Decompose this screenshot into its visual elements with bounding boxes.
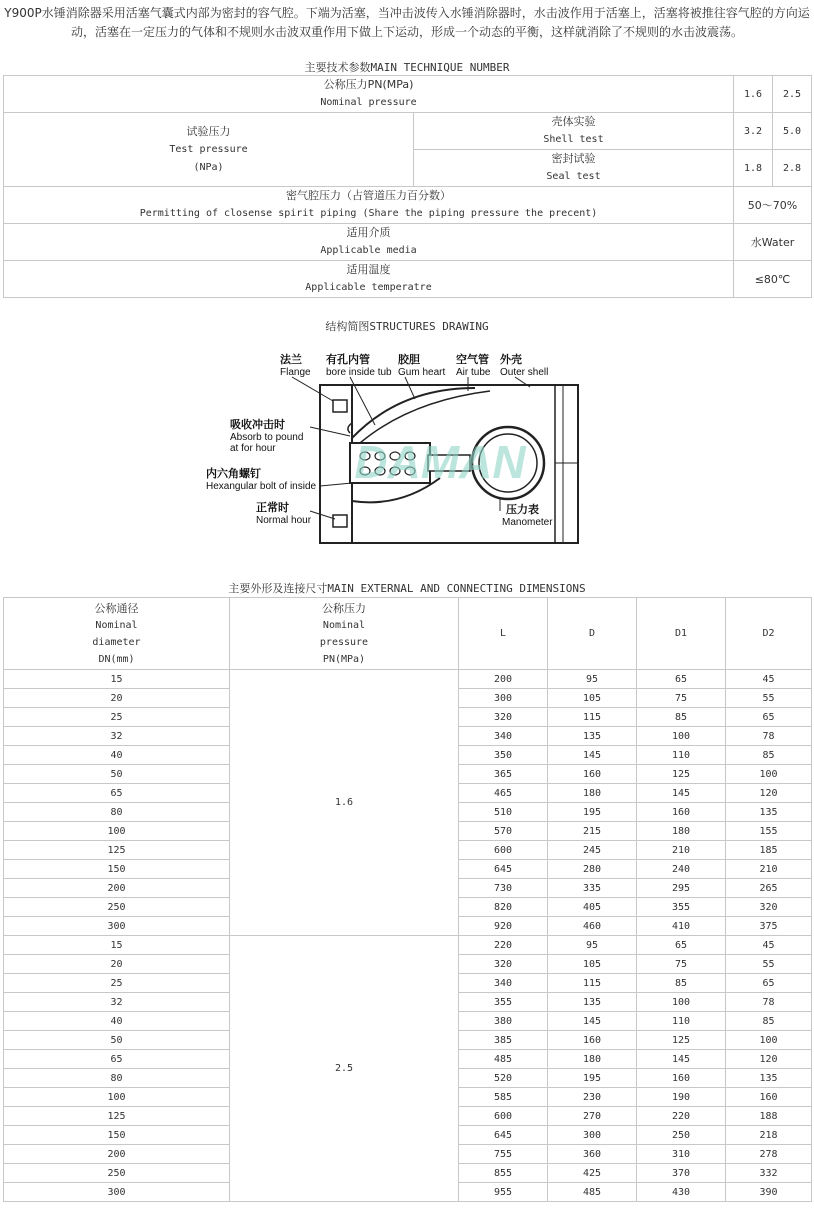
cell-d1: 85 [637, 974, 726, 993]
watermark-logo: DAMAN [354, 436, 526, 488]
header-l: L [459, 598, 548, 670]
cell-d: 95 [548, 670, 637, 689]
cell-d: 145 [548, 1012, 637, 1031]
cell-dn: 150 [4, 860, 230, 879]
cell-d: 145 [548, 746, 637, 765]
media-label: 适用介质 Applicable media [4, 224, 734, 261]
dims-table [3, 597, 812, 1202]
cell-l: 200 [459, 670, 548, 689]
cell-d2: 155 [726, 822, 812, 841]
cell-d: 180 [548, 1050, 637, 1069]
cell-dn: 20 [4, 955, 230, 974]
cell-l: 755 [459, 1145, 548, 1164]
flange-label-en: Flange [280, 367, 311, 378]
cell-dn: 20 [4, 689, 230, 708]
tech-row-airchamber [4, 187, 812, 224]
cell-d: 270 [548, 1107, 637, 1126]
nominal-label: 公称压力PN(MPa) Nominal pressure [4, 76, 734, 113]
cell-d: 195 [548, 803, 637, 822]
nominal-value-2: 2.5 [773, 76, 812, 113]
test-pressure-label: 试验压力 Test pressure (NPa) [4, 113, 414, 187]
cell-dn: 300 [4, 1183, 230, 1202]
cell-l: 645 [459, 1126, 548, 1145]
cell-l: 510 [459, 803, 548, 822]
cell-dn: 50 [4, 1031, 230, 1050]
cell-d: 460 [548, 917, 637, 936]
cell-l: 355 [459, 993, 548, 1012]
cell-dn: 32 [4, 993, 230, 1012]
cell-d2: 278 [726, 1145, 812, 1164]
cell-d1: 250 [637, 1126, 726, 1145]
cell-dn: 250 [4, 1164, 230, 1183]
cell-d1: 100 [637, 727, 726, 746]
hex-label-en: Hexangular bolt of inside [206, 481, 317, 492]
cell-l: 920 [459, 917, 548, 936]
cell-d: 160 [548, 1031, 637, 1050]
dims-caption: 主要外形及连接尺寸MAIN EXTERNAL AND CONNECTING DIMENSIONS [228, 582, 586, 595]
cell-d: 245 [548, 841, 637, 860]
cell-d1: 65 [637, 936, 726, 955]
cell-d2: 45 [726, 936, 812, 955]
cell-d: 135 [548, 727, 637, 746]
header-pn: 公称压力 Nominal pressure PN(MPa) [230, 598, 459, 670]
cell-dn: 300 [4, 917, 230, 936]
structure-drawing [200, 343, 600, 548]
cell-d2: 332 [726, 1164, 812, 1183]
airchamber-label: 密气腔压力（占管道压力百分数） Permitting of closense spirit piping (Share the piping pressure the precent) [4, 187, 734, 224]
cell-d: 215 [548, 822, 637, 841]
cell-d: 160 [548, 765, 637, 784]
cell-l: 955 [459, 1183, 548, 1202]
cell-dn: 200 [4, 879, 230, 898]
mano-label-en: Manometer [502, 517, 553, 528]
tech-row-nominal [4, 76, 812, 113]
cell-d: 195 [548, 1069, 637, 1088]
cell-d2: 120 [726, 784, 812, 803]
cell-l: 380 [459, 1012, 548, 1031]
cell-d1: 220 [637, 1107, 726, 1126]
flange-bolt-top [333, 400, 347, 412]
table-row [4, 936, 812, 955]
cell-d2: 188 [726, 1107, 812, 1126]
cell-d1: 240 [637, 860, 726, 879]
cell-d2: 65 [726, 974, 812, 993]
nominal-value-1: 1.6 [734, 76, 773, 113]
cell-d1: 160 [637, 1069, 726, 1088]
cell-d2: 185 [726, 841, 812, 860]
cell-dn: 15 [4, 936, 230, 955]
cell-l: 585 [459, 1088, 548, 1107]
cell-dn: 25 [4, 974, 230, 993]
cell-dn: 65 [4, 784, 230, 803]
cell-d2: 100 [726, 765, 812, 784]
cell-d2: 210 [726, 860, 812, 879]
cell-d1: 355 [637, 898, 726, 917]
cell-d1: 125 [637, 765, 726, 784]
cell-d1: 370 [637, 1164, 726, 1183]
cell-l: 485 [459, 1050, 548, 1069]
cell-l: 340 [459, 974, 548, 993]
pn-group-cell: 1.6 [230, 670, 459, 936]
cell-dn: 150 [4, 1126, 230, 1145]
cell-d2: 55 [726, 955, 812, 974]
cell-d1: 160 [637, 803, 726, 822]
cell-d2: 160 [726, 1088, 812, 1107]
table-row [4, 670, 812, 689]
normal-label-en: Normal hour [256, 515, 312, 526]
cell-d2: 135 [726, 803, 812, 822]
tech-row-temp [4, 261, 812, 298]
air-label-zh: 空气管 [456, 353, 489, 366]
cell-d1: 190 [637, 1088, 726, 1107]
pn-group-cell: 2.5 [230, 936, 459, 1202]
cell-d2: 320 [726, 898, 812, 917]
absorb-label-en2: at for hour [230, 443, 276, 454]
bore-label-en: bore inside tub [326, 367, 392, 378]
cell-d2: 55 [726, 689, 812, 708]
cell-d: 180 [548, 784, 637, 803]
cell-d2: 45 [726, 670, 812, 689]
cell-dn: 100 [4, 822, 230, 841]
cell-dn: 40 [4, 746, 230, 765]
intro-line-2: 动，活塞在一定压力的气体和不规则水击波双重作用下做上下运动，形成一个动态的平衡，这样就消除了不规则的水击波震荡。 [70, 25, 743, 39]
cell-l: 385 [459, 1031, 548, 1050]
intro-line-1: Y900P水锤消除器采用活塞气囊式内部为密封的容气腔。下端为活塞，当冲击波传入水锤消除器时，水击波作用于活塞上，活塞将被推往容气腔的方向运 [4, 6, 810, 20]
outer-label-en: Outer shell [500, 367, 549, 378]
cell-l: 220 [459, 936, 548, 955]
cell-dn: 80 [4, 1069, 230, 1088]
cell-d2: 120 [726, 1050, 812, 1069]
shell-value-1: 3.2 [734, 113, 773, 150]
cell-dn: 125 [4, 1107, 230, 1126]
cell-d2: 85 [726, 1012, 812, 1031]
cell-l: 340 [459, 727, 548, 746]
absorb-label-en1: Absorb to pound [230, 432, 304, 443]
drawing-caption: 结构简图STRUCTURES DRAWING [325, 320, 489, 333]
cell-d: 485 [548, 1183, 637, 1202]
cell-dn: 125 [4, 841, 230, 860]
temp-value: ≤80℃ [734, 261, 812, 298]
mano-label-zh: 压力表 [506, 503, 539, 516]
cell-l: 300 [459, 689, 548, 708]
seal-value-1: 1.8 [734, 150, 773, 187]
cell-l: 465 [459, 784, 548, 803]
cell-dn: 100 [4, 1088, 230, 1107]
cell-dn: 250 [4, 898, 230, 917]
tech-table [3, 75, 812, 298]
cell-d2: 375 [726, 917, 812, 936]
cell-d: 360 [548, 1145, 637, 1164]
dims-header-row [4, 598, 812, 670]
gum-label-en: Gum heart [398, 367, 446, 378]
cell-dn: 65 [4, 1050, 230, 1069]
cell-d2: 135 [726, 1069, 812, 1088]
cell-l: 320 [459, 955, 548, 974]
tech-row-media [4, 224, 812, 261]
media-value: 水Water [734, 224, 812, 261]
flange-bolt-bottom [333, 515, 347, 527]
intro-text [0, 4, 814, 42]
header-d2: D2 [726, 598, 812, 670]
cell-d2: 85 [726, 746, 812, 765]
outer-label-zh: 外壳 [500, 353, 522, 366]
cell-d1: 75 [637, 955, 726, 974]
cell-d1: 125 [637, 1031, 726, 1050]
tech-caption: 主要技术参数MAIN TECHNIQUE NUMBER [304, 61, 510, 74]
absorb-label-zh: 吸收冲击时 [230, 418, 285, 431]
cell-d: 335 [548, 879, 637, 898]
shell-test-label: 壳体实验 Shell test [414, 113, 734, 150]
cell-d: 280 [548, 860, 637, 879]
temp-label: 适用温度 Applicable temperatre [4, 261, 734, 298]
flange-label-zh: 法兰 [280, 353, 302, 366]
cell-d: 105 [548, 955, 637, 974]
hex-label-zh: 内六角螺钉 [206, 467, 261, 480]
cell-d1: 100 [637, 993, 726, 1012]
cell-d2: 218 [726, 1126, 812, 1145]
cell-l: 645 [459, 860, 548, 879]
cell-dn: 40 [4, 1012, 230, 1031]
gum-label-zh: 胶胆 [398, 353, 420, 366]
cell-d1: 430 [637, 1183, 726, 1202]
cell-d1: 410 [637, 917, 726, 936]
cell-d1: 180 [637, 822, 726, 841]
cell-l: 520 [459, 1069, 548, 1088]
cell-d1: 65 [637, 670, 726, 689]
cell-dn: 80 [4, 803, 230, 822]
cell-l: 600 [459, 841, 548, 860]
cell-d1: 110 [637, 746, 726, 765]
air-label-en: Air tube [456, 367, 491, 378]
cell-d2: 78 [726, 727, 812, 746]
cell-dn: 25 [4, 708, 230, 727]
cell-l: 365 [459, 765, 548, 784]
cell-d1: 145 [637, 1050, 726, 1069]
cell-d1: 210 [637, 841, 726, 860]
cell-d2: 100 [726, 1031, 812, 1050]
cell-d1: 110 [637, 1012, 726, 1031]
cell-l: 855 [459, 1164, 548, 1183]
header-d: D [548, 598, 637, 670]
cell-d: 105 [548, 689, 637, 708]
cell-d2: 265 [726, 879, 812, 898]
cell-l: 320 [459, 708, 548, 727]
cell-d: 405 [548, 898, 637, 917]
cell-l: 820 [459, 898, 548, 917]
cell-dn: 15 [4, 670, 230, 689]
cell-l: 600 [459, 1107, 548, 1126]
cell-dn: 32 [4, 727, 230, 746]
header-dn: 公称通径 Nominal diameter DN(mm) [4, 598, 230, 670]
normal-label-zh: 正常时 [256, 501, 289, 514]
shell-value-2: 5.0 [773, 113, 812, 150]
airchamber-value: 50～70% [734, 187, 812, 224]
cell-d: 115 [548, 708, 637, 727]
cell-d: 95 [548, 936, 637, 955]
cell-d2: 78 [726, 993, 812, 1012]
cell-d: 115 [548, 974, 637, 993]
cell-l: 350 [459, 746, 548, 765]
cell-d1: 85 [637, 708, 726, 727]
cell-d2: 65 [726, 708, 812, 727]
seal-test-label: 密封试验 Seal test [414, 150, 734, 187]
cell-l: 570 [459, 822, 548, 841]
cell-d: 135 [548, 993, 637, 1012]
cell-d: 300 [548, 1126, 637, 1145]
cell-d1: 145 [637, 784, 726, 803]
tech-row-shell [4, 113, 812, 150]
cell-dn: 200 [4, 1145, 230, 1164]
cell-d: 230 [548, 1088, 637, 1107]
cell-d: 425 [548, 1164, 637, 1183]
cell-l: 730 [459, 879, 548, 898]
header-d1: D1 [637, 598, 726, 670]
cell-dn: 50 [4, 765, 230, 784]
cell-d1: 310 [637, 1145, 726, 1164]
cell-d1: 295 [637, 879, 726, 898]
cell-d1: 75 [637, 689, 726, 708]
seal-value-2: 2.8 [773, 150, 812, 187]
cell-d2: 390 [726, 1183, 812, 1202]
bore-label-zh: 有孔内管 [326, 353, 370, 366]
